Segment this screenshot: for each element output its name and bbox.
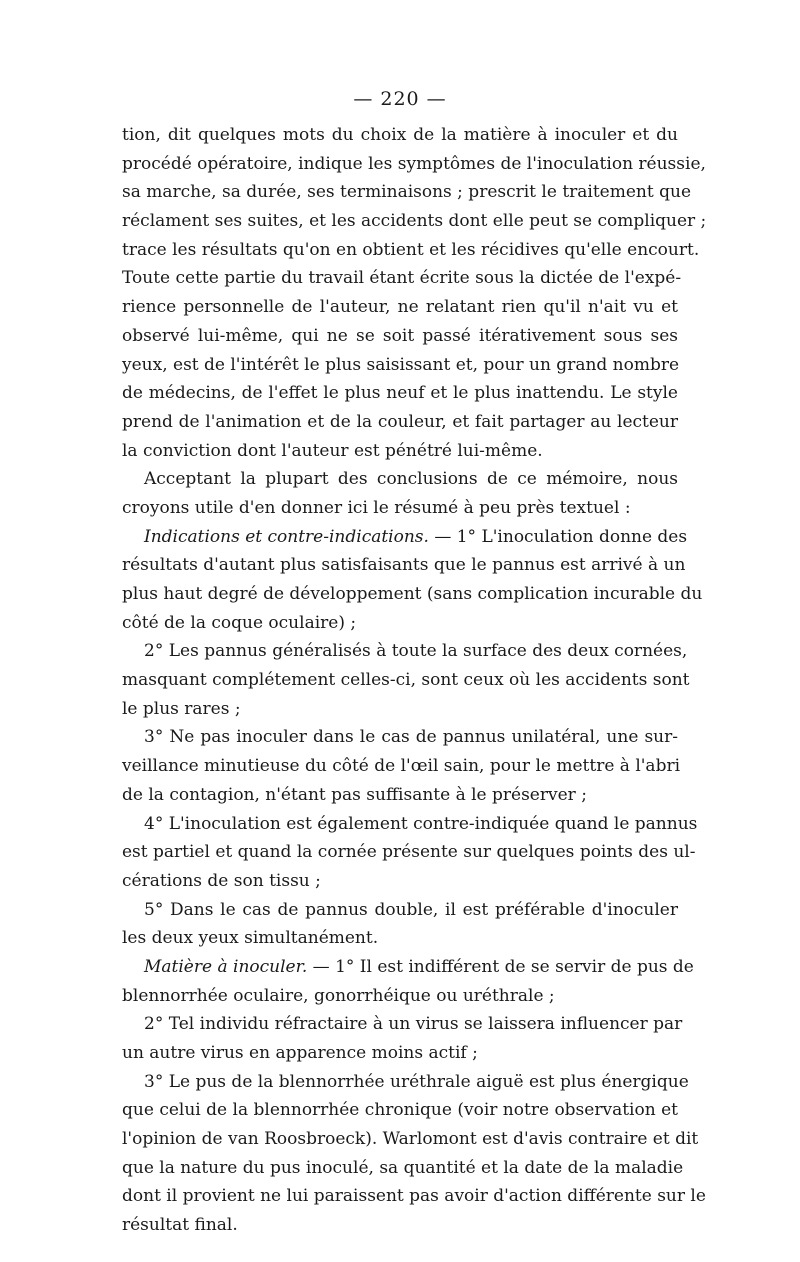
line-text: les deux yeux simultanément.: [122, 928, 379, 949]
line-text: blennorrhée oculaire, gonorrhéique ou uréthrale ;: [122, 985, 555, 1006]
text-line: [122, 494, 678, 523]
line-text: croyons utile d'en donner ici le résumé à peu près textuel :: [122, 497, 631, 518]
page-number: — 220 —: [353, 88, 447, 110]
line-text: — 1° L'inoculation donne des: [428, 526, 688, 547]
text-line: [122, 523, 688, 552]
line-text: rience personnelle de l'auteur, ne relatant rien qu'il n'ait vu et: [122, 297, 678, 318]
line-text: observé lui-même, qui ne se soit passé itérativement sous ses: [122, 325, 678, 346]
text-line: [122, 236, 700, 265]
line-text: 3° Ne pas inoculer dans le cas de pannus unilatéral, une sur-: [144, 727, 678, 748]
line-text: trace les résultats qu'on en obtient et les récidives qu'elle encourt.: [122, 239, 700, 260]
text-line: [122, 437, 678, 466]
line-text: est partiel et quand la cornée présente sur quelques points des ul-: [122, 842, 696, 863]
text-line: [122, 666, 690, 695]
line-text: que la nature du pus inoculé, sa quantité et la date de la maladie: [122, 1157, 684, 1178]
text-line: [122, 465, 678, 494]
text-line: [122, 752, 681, 781]
line-text: résultat final.: [122, 1215, 238, 1236]
line-text: dont il provient ne lui paraissent pas avoir d'action différente sur le: [122, 1186, 706, 1207]
line-text: Acceptant la plupart des conclusions de ce mémoire, nous: [144, 469, 678, 490]
line-text: veillance minutieuse du côté de l'œil sain, pour le mettre à l'abri: [122, 756, 681, 777]
text-line: [122, 1010, 683, 1039]
text-line: [122, 781, 678, 810]
text-line: [122, 351, 678, 380]
text-line: [122, 551, 686, 580]
line-text: que celui de la blennorrhée chronique (voir notre observation et: [122, 1100, 678, 1121]
text-line: [122, 867, 678, 896]
text-line: [122, 322, 678, 351]
text-line: [122, 896, 678, 925]
text-line: [122, 293, 678, 322]
text-line: [122, 723, 678, 752]
text-line: [122, 379, 678, 408]
line-text: de médecins, de l'effet le plus neuf et le plus inattendu. Le style: [122, 383, 678, 404]
line-text: sa marche, sa durée, ses terminaisons ; prescrit le traitement que: [122, 182, 692, 203]
line-text: 2° Tel individu réfractaire à un virus se laissera influencer par: [144, 1014, 683, 1035]
text-line: [122, 150, 706, 179]
text-line: [122, 121, 678, 150]
line-text: yeux, est de l'intérêt le plus saisissant et, pour un grand nombre: [122, 354, 680, 375]
text-line: [122, 1154, 684, 1183]
text-line: [122, 178, 692, 207]
section-heading: Indications et contre-indications.: [144, 526, 429, 547]
line-text: tion, dit quelques mots du choix de la matière à inoculer et du: [122, 125, 678, 145]
section-heading: Matière à inoculer.: [144, 956, 308, 977]
text-line: [122, 1182, 706, 1211]
line-text: — 1° Il est indifférent de se servir de pus de: [307, 956, 694, 977]
text-line: [122, 1068, 689, 1097]
text-line: [122, 1039, 678, 1068]
text-line: [122, 810, 698, 839]
line-text: un autre virus en apparence moins actif ;: [122, 1043, 478, 1063]
text-line: [122, 609, 678, 638]
text-line: [122, 982, 678, 1011]
text-line: [122, 695, 678, 724]
text-line: [122, 207, 707, 236]
line-text: 5° Dans le cas de pannus double, il est préférable d'inoculer: [144, 899, 678, 920]
text-line: [122, 838, 696, 867]
line-text: résultats d'autant plus satisfaisants que le pannus est arrivé à un: [122, 555, 686, 576]
line-text: 3° Le pus de la blennorrhée uréthrale aiguë est plus énergique: [144, 1071, 689, 1092]
line-text: côté de la coque oculaire) ;: [122, 612, 357, 633]
text-line: [122, 924, 678, 953]
body-text: [122, 121, 707, 1240]
text-line: [122, 1096, 678, 1125]
text-line: [122, 1125, 699, 1154]
line-text: 4° L'inoculation est également contre-indiquée quand le pannus: [144, 813, 698, 834]
line-text: Toute cette partie du travail étant écrite sous la dictée de l'expé-: [122, 268, 682, 289]
text-line: [122, 264, 682, 293]
text-line: [122, 580, 703, 609]
line-text: plus haut degré de développement (sans complication incurable du: [122, 584, 703, 604]
line-text: de la contagion, n'étant pas suffisante à le préserver ;: [122, 784, 587, 805]
text-line: [122, 1211, 678, 1240]
line-text: prend de l'animation et de la couleur, et fait partager au lecteur: [122, 411, 678, 432]
line-text: l'opinion de van Roosbroeck). Warlomont est d'avis contraire et dit: [122, 1129, 699, 1150]
text-line: [122, 637, 688, 666]
text-line: [122, 408, 678, 437]
line-text: la conviction dont l'auteur est pénétré lui-même.: [122, 440, 543, 461]
line-text: réclament ses suites, et les accidents dont elle peut se compliquer ;: [122, 211, 707, 232]
line-text: 2° Les pannus généralisés à toute la surface des deux cornées,: [144, 641, 688, 662]
line-text: procédé opératoire, indique les symptômes de l'inoculation réussie,: [122, 153, 706, 174]
text-line: [122, 953, 694, 982]
line-text: masquant complétement celles-ci, sont ceux où les accidents sont: [122, 670, 690, 691]
line-text: le plus rares ;: [122, 698, 241, 719]
line-text: cérations de son tissu ;: [122, 870, 321, 891]
